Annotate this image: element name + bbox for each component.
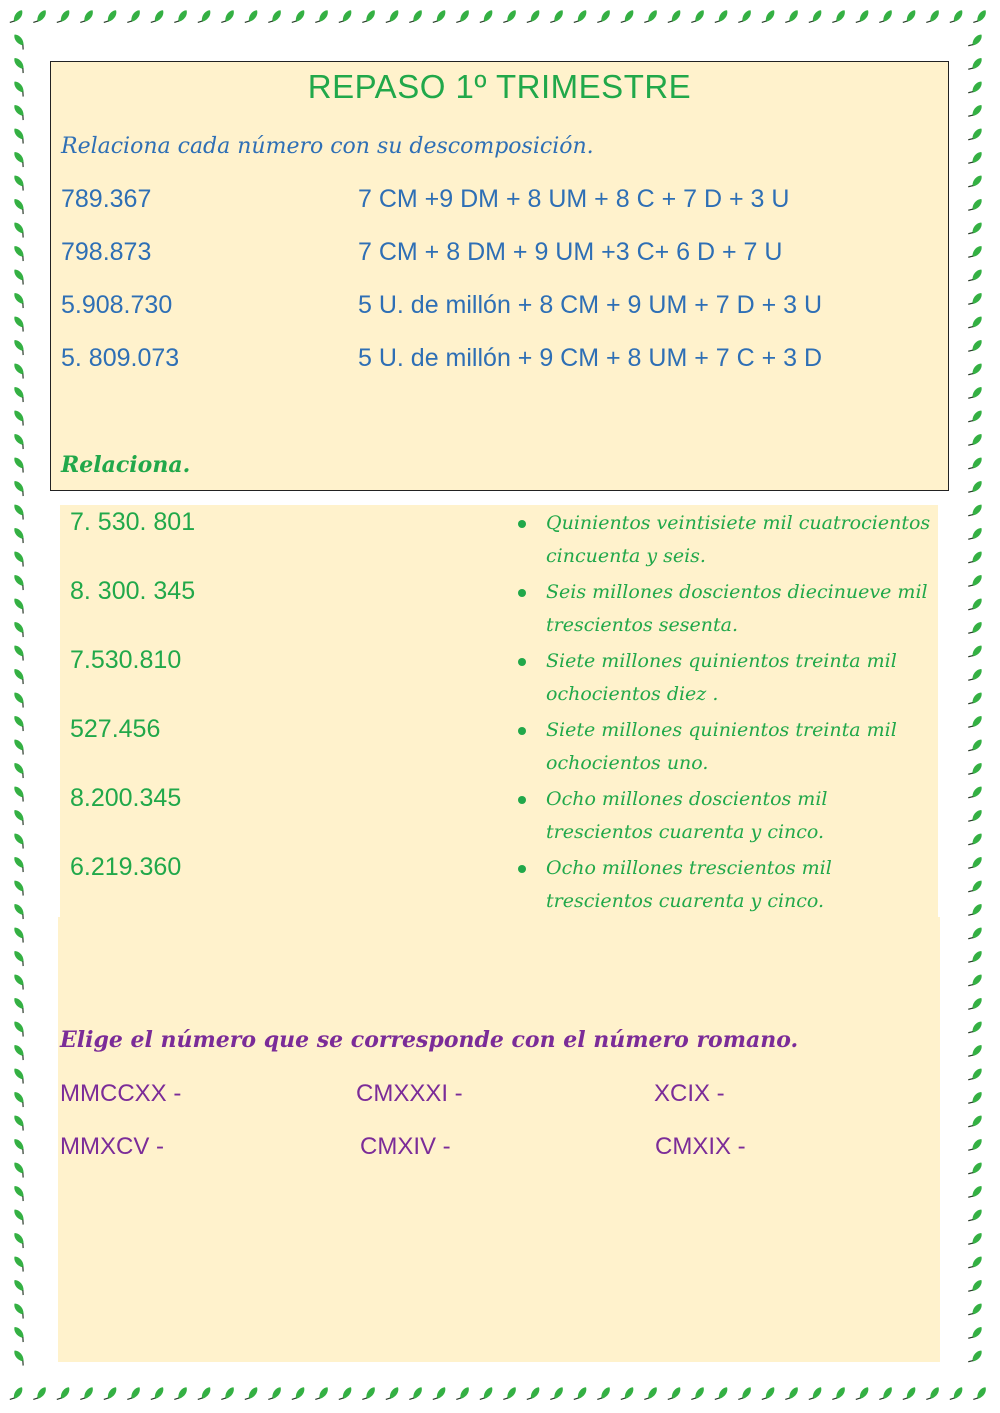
roman-section [58, 917, 940, 1362]
decomposition-item: 5 U. de millón + 8 CM + 9 UM + 7 D + 3 U [358, 291, 823, 319]
instruction-decomposition: Relaciona cada número con su descomposición. [61, 134, 594, 159]
word-option: Ocho millones doscientos mil trescientos cuarenta y cinco. [546, 783, 936, 849]
instruction-roman: Elige el número que se corresponde con el número romano. [60, 1027, 799, 1053]
roman-item: CMXXXI - [356, 1080, 463, 1107]
number-item: 7. 530. 801 [70, 508, 196, 536]
word-option: Siete millones quinientos treinta mil ochocientos uno. [546, 714, 936, 780]
roman-item: CMXIV - [360, 1133, 451, 1160]
number-item: 8. 300. 345 [70, 577, 196, 605]
number-item: 789.367 [61, 185, 152, 213]
number-item: 8.200.345 [70, 784, 182, 812]
decomposition-section [50, 61, 949, 491]
roman-item: MMCCXX - [60, 1080, 182, 1107]
word-option: Seis millones doscientos diecinueve mil trescientos sesenta. [546, 576, 936, 642]
number-item: 7.530.810 [70, 646, 182, 674]
number-item: 6.219.360 [70, 853, 182, 881]
roman-item: CMXIX - [655, 1133, 746, 1160]
word-option: Ocho millones trescientos mil trescientos cuarenta y cinco. [546, 852, 936, 918]
decomposition-item: 5 U. de millón + 9 CM + 8 UM + 7 C + 3 D [358, 344, 823, 372]
number-item: 527.456 [70, 715, 161, 743]
number-item: 5. 809.073 [61, 344, 180, 372]
decomposition-item: 7 CM + 8 DM + 9 UM +3 C+ 6 D + 7 U [358, 238, 783, 266]
decomposition-item: 7 CM +9 DM + 8 UM + 8 C + 7 D + 3 U [358, 185, 790, 213]
roman-item: MMXCV - [60, 1133, 164, 1160]
number-item: 5.908.730 [61, 291, 173, 319]
page-title: REPASO 1º TRIMESTRE [307, 68, 692, 105]
number-item: 798.873 [61, 238, 152, 266]
number-words-section [60, 505, 938, 917]
roman-item: XCIX - [654, 1080, 725, 1107]
word-option: Quinientos veintisiete mil cuatrocientos cincuenta y seis. [546, 507, 936, 573]
instruction-relate: Relaciona. [61, 452, 191, 478]
word-option: Siete millones quinientos treinta mil ochocientos diez . [546, 645, 936, 711]
